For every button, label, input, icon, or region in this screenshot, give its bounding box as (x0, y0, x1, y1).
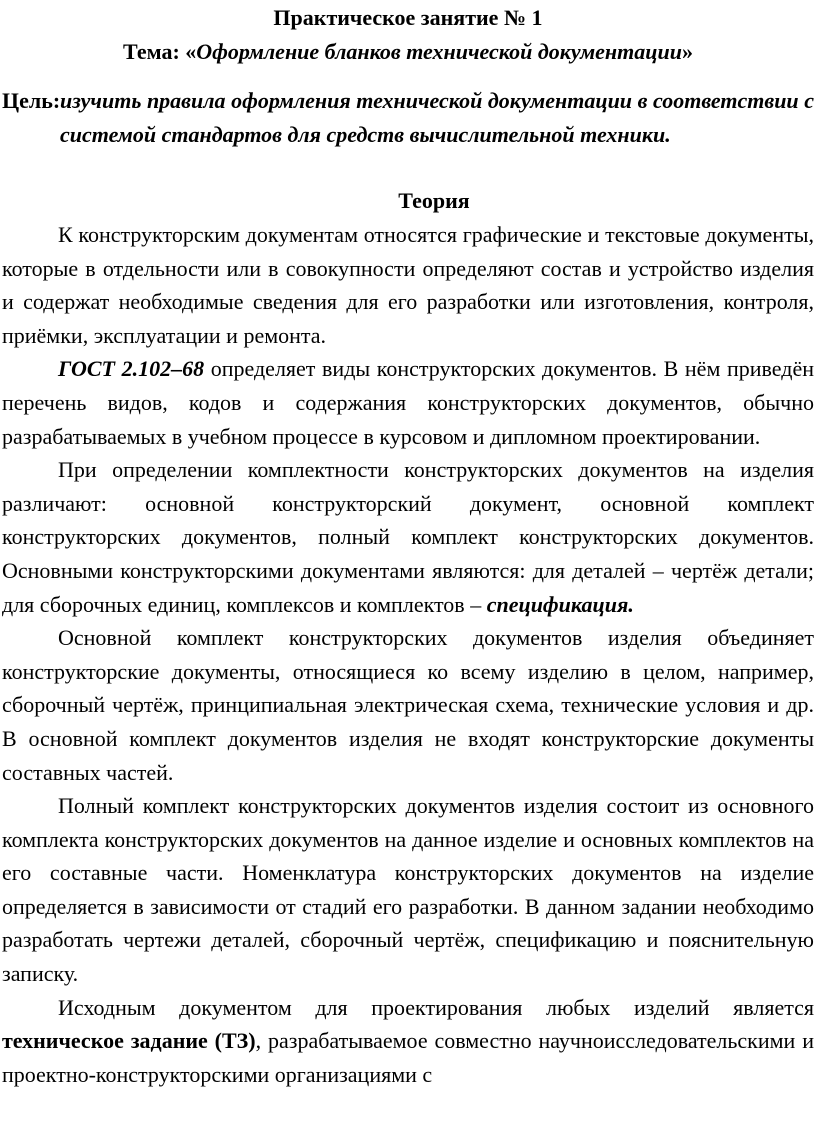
paragraph-3-text: При определении комплектности конструкторских документов на изделия различают: основной конструкторский документ, основной комплект конструкторских документов, полный комплект конструкторских документов. Основными конструкторскими документами являются: для деталей – чертёж детали; для сборочных единиц, комплексов и комплектов – (2, 457, 814, 617)
theory-heading: Теория (398, 188, 470, 213)
paragraph-6-rest: , разрабатываемое совместно научноисследовательскими и проектно-конструкторскими организациями с (2, 1028, 814, 1087)
theory-paragraph-5: Полный комплект конструкторских документов изделия состоит из основного комплекта конструкторских документов на данное изделие и основных комплектов на его составные части. Номенклатура конструкторских документов на изделие определяется в зависимости от стадий его разработки. В данном задании необходимо разработать чертежи деталей, сборочный чертёж, спецификацию и пояснительную записку. (2, 793, 814, 987)
technical-task-term: техническое задание (ТЗ) (2, 1028, 256, 1054)
lesson-topic (2, 35, 814, 69)
paragraph-6-start: Исходным документом для проектирования любых изделий является (58, 994, 814, 1020)
goal-text: изучить правила оформления технической документации в соответствии с системой стандартов для средств вычислительной техники. (60, 88, 814, 147)
paragraph-2-text: определяет виды конструкторских документов. В нём приведён перечень видов, кодов и содержания конструкторских документов, обычно разрабатываемых в учебном процессе в курсовом и дипломном проектировании. (2, 356, 814, 449)
theory-paragraph-2 (2, 352, 814, 453)
theory-paragraph-4: Основной комплект конструкторских документов изделия объединяет конструкторские документы, относящиеся ко всему изделию в целом, например, сборочный чертёж, принципиальная электрическая схема, технические условия и др. В основной комплект документов изделия не входят конструкторские документы составных частей. (2, 625, 814, 785)
theory-paragraph-6 (2, 991, 814, 1092)
topic-title: Оформление бланков технической документации (196, 39, 682, 64)
specification-term: спецификация. (486, 591, 634, 617)
theory-paragraph-3 (2, 453, 814, 621)
gost-reference: ГОСТ 2.102–68 (58, 356, 205, 382)
theory-paragraph-1: К конструкторским документам относятся графические и текстовые документы, которые в отдельности или в совокупности определяют состав и устройство изделия и содержат необходимые сведения для его разработки или изготовления, контроля, приёмки, эксплуатации и ремонта. (2, 222, 814, 348)
topic-suffix: » (681, 39, 693, 64)
goal-label: Цель: (2, 88, 61, 113)
topic-prefix: Тема: « (123, 39, 197, 64)
goal-block (2, 84, 814, 152)
lesson-title: Практическое занятие № 1 (273, 5, 543, 30)
